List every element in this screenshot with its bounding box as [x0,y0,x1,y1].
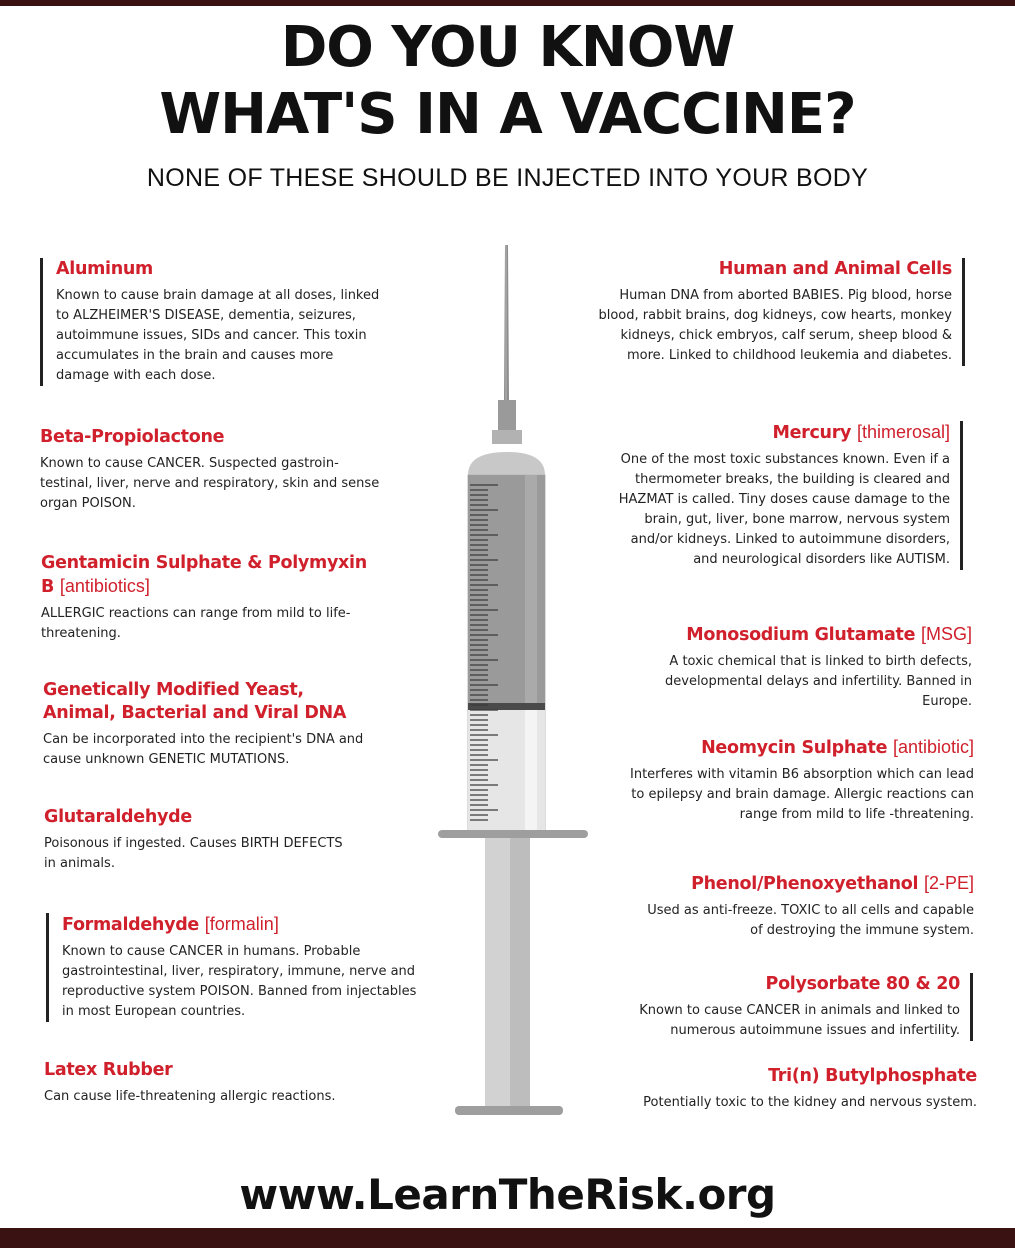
ingredient-note: [antibiotics] [59,576,150,596]
ingredient-name: Gentamicin Sulphate & Polymyxin B [41,553,367,597]
ingredient-desc: Known to cause CANCER in animals and linked to numerous autoimmune issues and infertility. [639,1003,960,1038]
ingredient-desc: Potentially toxic to the kidney and nervous system. [643,1095,977,1110]
ingredient-desc: One of the most toxic substances known. Even if a thermometer breaks, the building is cleared and HAZMAT is called. Tiny doses cause damage to the brain, gut, liver, bone marrow, nervous system and/or kidneys. Linked to autoimmune disorders, and neurological disorders like AUTISM. [618,452,950,567]
ingredient-desc: Poisonous if ingested. Causes BIRTH DEFECTS in animals. [44,836,343,871]
ingredient-note: [formalin] [204,914,279,934]
ingredient-note: [thimerosal] [856,422,950,442]
ingredient-name: Beta-Propiolactone [40,427,225,447]
ingredient-name: Human and Animal Cells [718,259,952,279]
ingredient-name: Polysorbate 80 & 20 [765,974,960,994]
ingredient-name: Tri(n) Butylphosphate [768,1066,977,1086]
top-border [0,0,1015,6]
ingredient-name: Phenol/Phenoxyethanol [691,874,919,894]
ingredient-desc: ALLERGIC reactions can range from mild to life-threatening. [41,606,351,641]
ingredient-name: Aluminum [56,259,153,279]
syringe-illustration [430,240,590,1120]
ingredient-desc: Used as anti-freeze. TOXIC to all cells and capable of destroying the immune system. [647,903,974,938]
ingredient-beta-propiolactone [40,426,390,514]
ingredient-name: Formaldehyde [62,915,199,935]
ingredient-formaldehyde [46,913,422,1022]
ingredient-name: Monosodium Glutamate [686,625,916,645]
ingredient-neomycin [630,736,974,825]
ingredient-polysorbate [598,973,973,1041]
barrel-cap [468,452,545,475]
ingredient-msg [640,623,972,712]
title-line-1: DO YOU KNOW [280,15,735,80]
ingredient-gm-dna [43,679,378,770]
ingredient-butylphosphate [600,1065,977,1113]
title-line-2: WHAT'S IN A VACCINE? [159,82,856,147]
ingredient-mercury [608,421,963,570]
ingredient-desc: Can cause life-threatening allergic reactions. [44,1089,336,1104]
ingredient-name: Neomycin Sulphate [701,738,888,758]
plunger-seal [468,703,545,710]
ingredient-desc: Known to cause brain damage at all doses, linked to ALZHEIMER'S DISEASE, dementia, seizures, autoimmune issues, SIDs and cancer. This toxin accumulates in the brain and causes more damage with each dose. [56,288,380,383]
bottom-border [0,1228,1015,1248]
ingredient-desc: Can be incorporated into the recipient's DNA and cause unknown GENETIC MUTATIONS. [43,732,364,767]
plunger-thumb-rest [455,1106,563,1115]
ingredient-name: Mercury [772,423,852,443]
finger-flange [438,830,588,838]
ingredient-name: Genetically Modified Yeast, Animal, Bacterial and Viral DNA [43,680,347,723]
ingredient-human-animal-cells [598,258,965,366]
ingredient-latex [44,1059,404,1107]
ingredient-desc: Known to cause CANCER in humans. Probable gastrointestinal, liver, respiratory, immune, nerve and reproductive system POISON. Banned from injectables in most European countries. [62,944,417,1019]
needle-hub [498,400,516,430]
ingredient-name: Glutaraldehyde [44,807,192,827]
subtitle: NONE OF THESE SHOULD BE INJECTED INTO YOUR BODY [146,164,869,192]
ingredient-desc: Known to cause CANCER. Suspected gastroin-testinal, liver, nerve and respiratory, skin and sense organ POISON. [40,456,380,511]
hub-collar [492,430,522,444]
ingredient-desc: Human DNA from aborted BABIES. Pig blood, horse blood, rabbit brains, dog kidneys, cow hearts, monkey kidneys, chick embryos, calf serum, sheep blood & more. Linked to childhood leukemia and diabetes. [598,288,952,363]
ingredient-note: [2-PE] [923,873,974,893]
ingredient-desc: Interferes with vitamin B6 absorption which can lead to epilepsy and brain damage. Allergic reactions can range from mild to life -threatening. [630,767,974,822]
ingredient-gentamicin [41,552,381,644]
ingredient-note: [antibiotic] [892,737,974,757]
ingredient-phenol [640,872,974,941]
ingredient-aluminum [40,258,386,386]
ingredient-desc: A toxic chemical that is linked to birth defects, developmental delays and infertility. Banned in Europe. [665,654,972,709]
footer-url[interactable]: www.LearnTheRisk.org [239,1170,776,1219]
ingredient-glutaraldehyde [44,806,344,874]
ingredient-name: Latex Rubber [44,1060,173,1080]
ingredient-note: [MSG] [920,624,972,644]
